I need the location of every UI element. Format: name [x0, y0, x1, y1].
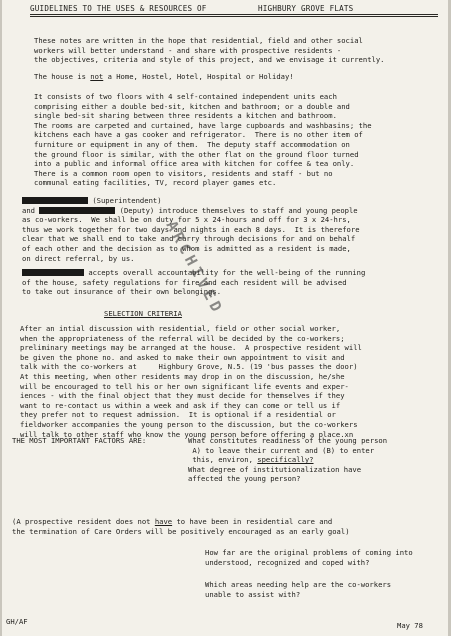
text-line: These notes are written in the hope that residential, field and other social — [34, 36, 363, 45]
document-page — [2, 0, 448, 636]
text-fragment: (Superintendent) — [92, 196, 162, 205]
text-line: iences - with the final object that they must decide for themselves if they — [20, 391, 345, 401]
text-fragment: to have been in residential care and — [172, 517, 333, 526]
text-line — [188, 455, 387, 465]
text-line: thus we work together for two days and nights in each 8 days. It is therefore — [22, 224, 360, 234]
text-line: A) to leave their current and (B) to enter — [188, 445, 375, 455]
text-line: to take out insurance of their own belongings. — [22, 287, 222, 297]
header-rule-double — [30, 16, 438, 17]
text-line: kitchens each have a gas cooker and refrigerator. There is no other item of — [34, 130, 363, 140]
text-line: when the appropriateness of the referral will be decided by the co-workers; — [20, 333, 345, 343]
text-fragment: this, environ, — [188, 455, 258, 465]
text-line: unable to assist with? — [205, 589, 301, 599]
redaction-bar — [39, 207, 115, 214]
text-line: they prefer not to request admission. It is optional if a residential or — [20, 410, 336, 420]
text-line: affected the young person? — [188, 474, 301, 484]
text-line: How far are the original problems of coming into — [205, 548, 413, 557]
underlined-word: have — [154, 517, 173, 526]
text-line: Which areas needing help are the co-workers — [205, 580, 392, 589]
text-line: will talk to other staff who know the young person before offering a place.xn — [20, 429, 354, 439]
text-line: What degree of institutionalization have — [188, 464, 362, 474]
text-line: It consists of two floors with 4 self-contained independent units each — [34, 92, 337, 101]
text-line: as co-workers. We shall be on duty for 5 x 24-hours and off for 3 x 24-hrs, — [22, 215, 351, 225]
text-line: clear that we shall end to take and carry through decisions for and on behalf — [22, 234, 356, 244]
footer-date: May 78 — [397, 621, 423, 630]
header-title: GUIDELINES TO THE USES & RESOURCES OF — [30, 4, 207, 13]
text-line: After an intial discussion with residential, field or other social worker, — [20, 324, 341, 333]
text-line — [22, 206, 360, 216]
text-line: talk with the co-workers at Highbury Grove, N.5. (19 'bus passes the door) — [20, 362, 358, 372]
header-rule — [30, 14, 438, 15]
header-place: HIGHBURY GROVE FLATS — [258, 4, 354, 13]
text-fragment: (Deputy) introduce themselves to staff and young people — [115, 205, 358, 215]
underlined-word: specifically? — [257, 455, 314, 465]
redaction-bar — [22, 269, 84, 276]
description-paragraph — [34, 92, 372, 188]
text-line: fieldworker accompanies the young person to the discussion, but the co-workers — [20, 419, 358, 429]
question-readiness — [188, 436, 387, 484]
footer-initials: GH/AF — [6, 617, 28, 626]
text-line — [22, 196, 360, 206]
archive-stamp: ARCHIVED — [162, 217, 228, 319]
text-line: The rooms are carpeted and curtained, have large cupboards and washbasins; the — [34, 120, 372, 130]
text-line: What constitutes readiness of the young person — [188, 436, 388, 445]
text-line: the termination of Care Orders will be positively encouraged as an early goal) — [12, 526, 350, 536]
text-line: into a public and informal office area with kitchen for coffee & tea only. — [34, 159, 355, 169]
underlined-word: not — [90, 72, 104, 81]
text-fragment: a Home, Hostel, Hotel, Hospital or Holiday! — [103, 72, 294, 81]
important-factors-label: THE MOST IMPORTANT FACTORS ARE: — [12, 436, 147, 445]
text-line: the objectives, criteria and style of this project, and we envisage it currently. — [34, 55, 385, 65]
prospective-resident-note — [12, 517, 350, 536]
text-fragment: The house is — [34, 72, 91, 81]
text-line — [12, 517, 350, 527]
text-line: be given the phone no. and asked to make their own appointment to visit and — [20, 352, 345, 362]
selection-criteria-heading: SELECTION CRITERIA — [104, 309, 182, 318]
selection-paragraph — [20, 324, 362, 439]
text-fragment: (A prospective resident does not — [12, 517, 155, 526]
redaction-bar — [22, 197, 88, 204]
text-fragment: and — [22, 205, 40, 215]
text-line: understood, recognized and coped with? — [205, 557, 370, 567]
text-line: on direct referral, by us. — [22, 253, 135, 263]
text-line: workers will better understand - and share with prospective residents - — [34, 45, 342, 55]
document-header — [30, 4, 438, 16]
text-line: will be encouraged to tell his or her own significant life events and exper- — [20, 381, 349, 391]
text-fragment: accepts overall accountability for the well-being of the running — [84, 268, 366, 277]
text-line: furniture or equipment in any of them. The deputy staff accommodation on — [34, 139, 350, 149]
text-line: comprising either a double bed-sit, kitchen and bathroom; or a double and — [34, 101, 350, 111]
intro-paragraph — [34, 36, 385, 65]
text-line: the ground floor is similar, with the other flat on the ground floor turned — [34, 149, 359, 159]
text-line: preliminary meetings may be arranged at the house. A prospective resident will — [20, 343, 362, 353]
text-line: single bed-sit sharing between three residents a kitchen and bathroom. — [34, 111, 337, 121]
house-note — [34, 72, 294, 82]
text-line: At this meeting, when other residents may drop in on the discussion, he/she — [20, 371, 345, 381]
text-line: communal eating facilities, TV, record player games etc. — [34, 178, 277, 188]
question-help-areas — [205, 580, 391, 599]
text-line: of each other and the decision as to whom is admitted as a resident is made, — [22, 243, 351, 253]
text-line: There is a common room open to visitors, residents and staff - but no — [34, 168, 333, 178]
text-line: of the house, safety regulations for fire and each resident will be advised — [22, 277, 347, 287]
question-problems — [205, 548, 413, 567]
text-line: want to re-contact us within a week and ask if they can come or tell us if — [20, 400, 341, 410]
